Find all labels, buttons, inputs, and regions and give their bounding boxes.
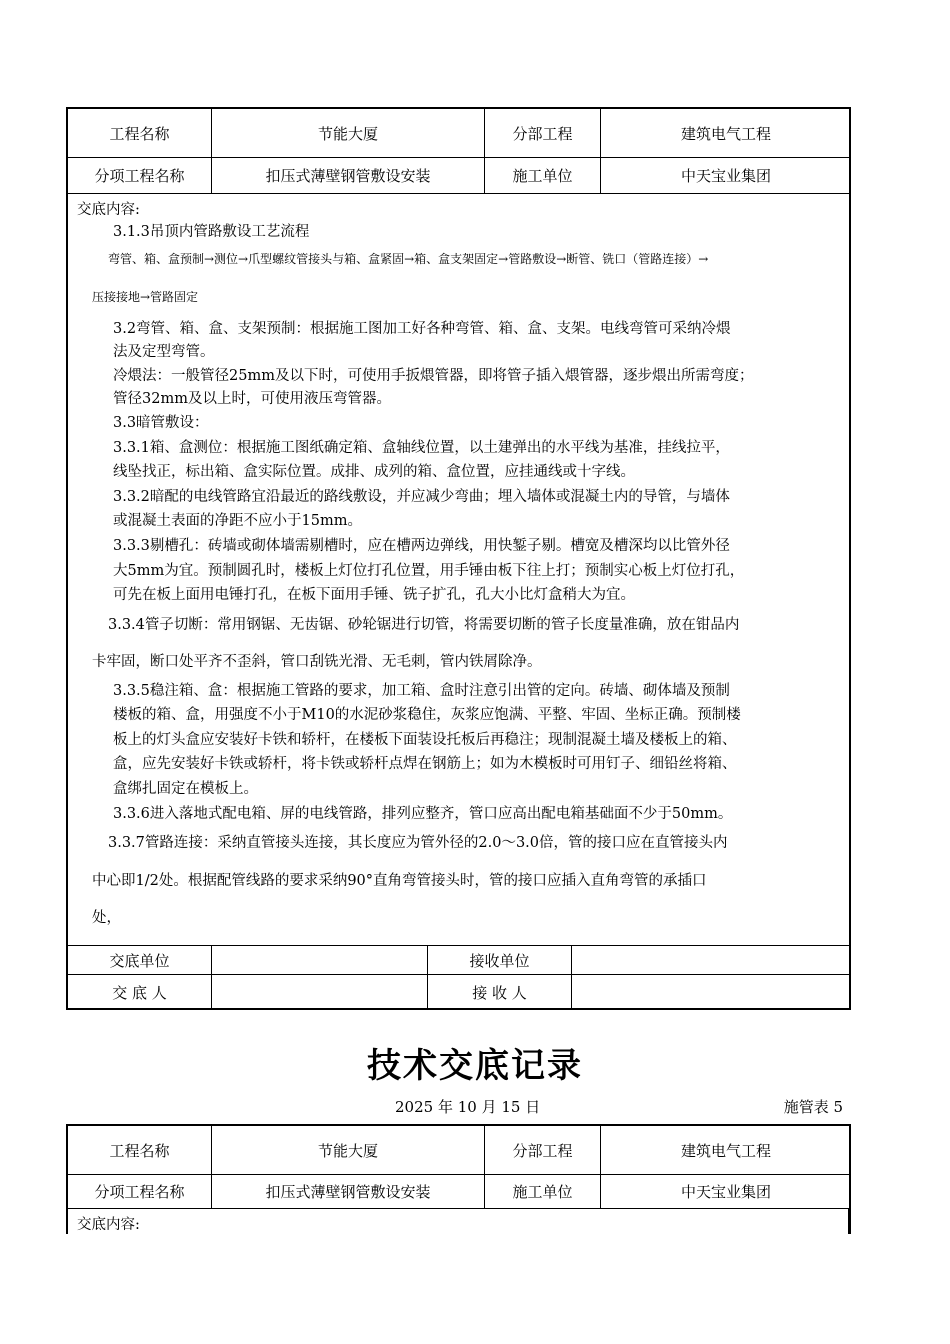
record-date: 2025 年 10 月 15 日	[395, 1098, 541, 1116]
receiver-person-label: 接 收 人	[427, 975, 571, 1010]
content-line: 法及定型弯管。	[113, 344, 215, 360]
page-title: 技术交底记录	[367, 1046, 583, 1086]
construction-unit-value: 中天宝业集团	[600, 1175, 851, 1208]
content-line: 3.3.4管子切断：常用钢锯、无齿锯、砂轮锯进行切管，将需要切断的管子长度量准确，放在钳品内	[108, 617, 740, 633]
disclosure-sheet-1	[66, 107, 851, 1010]
disclosure-content	[68, 194, 849, 946]
disclosure-content	[68, 1209, 849, 1234]
form-number: 施管表 5	[783, 1098, 843, 1116]
content-line: 3.3.2暗配的电线管路宜沿最近的路线敷设，并应减少弯曲；埋入墙体或混凝土内的导管，与墙体	[113, 489, 730, 505]
content-line: 3.3.5稳注箱、盒：根据施工管路的要求，加工箱、盒时注意引出管的定向。砖墙、砌体墙及预制	[113, 683, 730, 699]
content-line: 板上的灯头盒应安装好卡铁和轿杆，在楼板下面装设托板后再稳注；现制混凝土墙及楼板上的箱、	[113, 732, 737, 748]
issuer-unit-field[interactable]	[211, 946, 427, 974]
project-name-value: 节能大厦	[211, 109, 484, 157]
construction-unit-label: 施工单位	[484, 1175, 600, 1208]
header-row-subitem	[68, 158, 849, 194]
content-line: 或混凝土表面的净距不应小于15mm。	[113, 513, 362, 529]
receiver-unit-field[interactable]	[571, 946, 851, 974]
receiver-person-field[interactable]	[571, 975, 851, 1010]
division-value: 建筑电气工程	[600, 109, 851, 157]
division-label: 分部工程	[484, 1126, 600, 1174]
content-line: 线坠找正，标出箱、盒实际位置。成排、成列的箱、盒位置，应挂通线或十字线。	[113, 464, 635, 480]
content-line: 中心即1/2处。根据配管线路的要求采纳90°直角弯管接头时，管的接口应插入直角弯管的承插口	[92, 873, 707, 889]
division-value: 建筑电气工程	[600, 1126, 851, 1174]
disclosure-sheet-2	[66, 1124, 851, 1234]
subitem-value: 扣压式薄壁钢管敷设安装	[211, 1175, 484, 1208]
footer-row-units	[68, 946, 849, 975]
issuer-unit-label: 交底单位	[109, 951, 170, 970]
construction-unit-label: 施工单位	[484, 158, 600, 193]
division-label: 分部工程	[484, 109, 600, 157]
content-line: 3.3暗管敷设：	[113, 415, 209, 431]
content-line: 盒绑扎固定在模板上。	[113, 781, 258, 797]
header-row-project	[68, 1126, 849, 1175]
content-label: 交底内容:	[77, 202, 140, 218]
content-line: 大5mm为宜。预制圆孔时，楼板上灯位打孔位置，用手锤由板下往上打；预制实心板上灯位打孔，	[113, 563, 745, 579]
content-line: 处，	[92, 910, 121, 926]
construction-unit-value: 中天宝业集团	[600, 158, 851, 193]
project-name-label: 工程名称	[109, 1141, 170, 1160]
content-line: 3.3.1箱、盒测位：根据施工图纸确定箱、盒轴线位置，以土建弹出的水平线为基准，挂线拉平，	[113, 440, 730, 456]
content-line: 压接接地→管路固定	[92, 290, 199, 304]
content-line: 3.1.3吊顶内管路敷设工艺流程	[113, 224, 310, 240]
content-line: 冷煨法：一般管径25mm及以下时，可使用手扳煨管器，即将管子插入煨管器，逐步煨出所需弯度；	[113, 368, 754, 384]
project-name-value: 节能大厦	[211, 1126, 484, 1174]
content-label: 交底内容:	[77, 1217, 140, 1233]
subitem-label: 分项工程名称	[94, 1183, 185, 1201]
subitem-value: 扣压式薄壁钢管敷设安装	[211, 158, 484, 193]
content-line: 弯管、箱、盒预制→测位→爪型螺纹管接头与箱、盒紧固→箱、盒支架固定→管路敷设→断管、铣口（管路连接）→	[108, 252, 709, 266]
issuer-person-field[interactable]	[211, 975, 427, 1010]
content-line: 3.3.3剔槽孔：砖墙或砌体墙需剔槽时，应在槽两边弹线，用快錾子剔。槽宽及槽深均以比管外径	[113, 538, 730, 554]
header-row-project	[68, 109, 849, 158]
content-line: 卡牢固，断口处平齐不歪斜，管口刮铣光滑、无毛刺，管内铁屑除净。	[92, 654, 542, 670]
content-line: 管径32mm及以上时，可使用液压弯管器。	[113, 391, 391, 407]
content-line: 盒，应先安装好卡铁或轿杆，将卡铁或轿杆点焊在钢筋上；如为木模板时可用钉子、细铅丝将箱、	[113, 756, 737, 772]
content-line: 可先在板上面用电锤打孔，在板下面用手锤、铣子扩孔，孔大小比灯盒稍大为宜。	[113, 587, 635, 603]
content-line: 3.3.7管路连接：采纳直管接头连接，其长度应为管外径的2.0～3.0倍，管的接口应在直管接头内	[108, 835, 728, 851]
content-line: 3.3.6进入落地式配电箱、屏的电线管路，排列应整齐，管口应高出配电箱基础面不少于50mm。	[113, 806, 733, 822]
content-line: 3.2弯管、箱、盒、支架预制：根据施工图加工好各种弯管、箱、盒、支架。电线弯管可采纳冷煨	[113, 321, 731, 337]
subitem-label: 分项工程名称	[94, 167, 185, 185]
content-line: 楼板的箱、盒，用强度不小于M10的水泥砂浆稳住，灰浆应饱满、平整、牢固、坐标正确。预制楼	[113, 707, 741, 723]
footer-row-persons	[68, 975, 849, 1010]
receiver-unit-label: 接收单位	[427, 946, 571, 974]
project-name-label: 工程名称	[109, 124, 170, 143]
header-row-subitem	[68, 1175, 849, 1209]
issuer-person-label: 交 底 人	[112, 984, 167, 1002]
